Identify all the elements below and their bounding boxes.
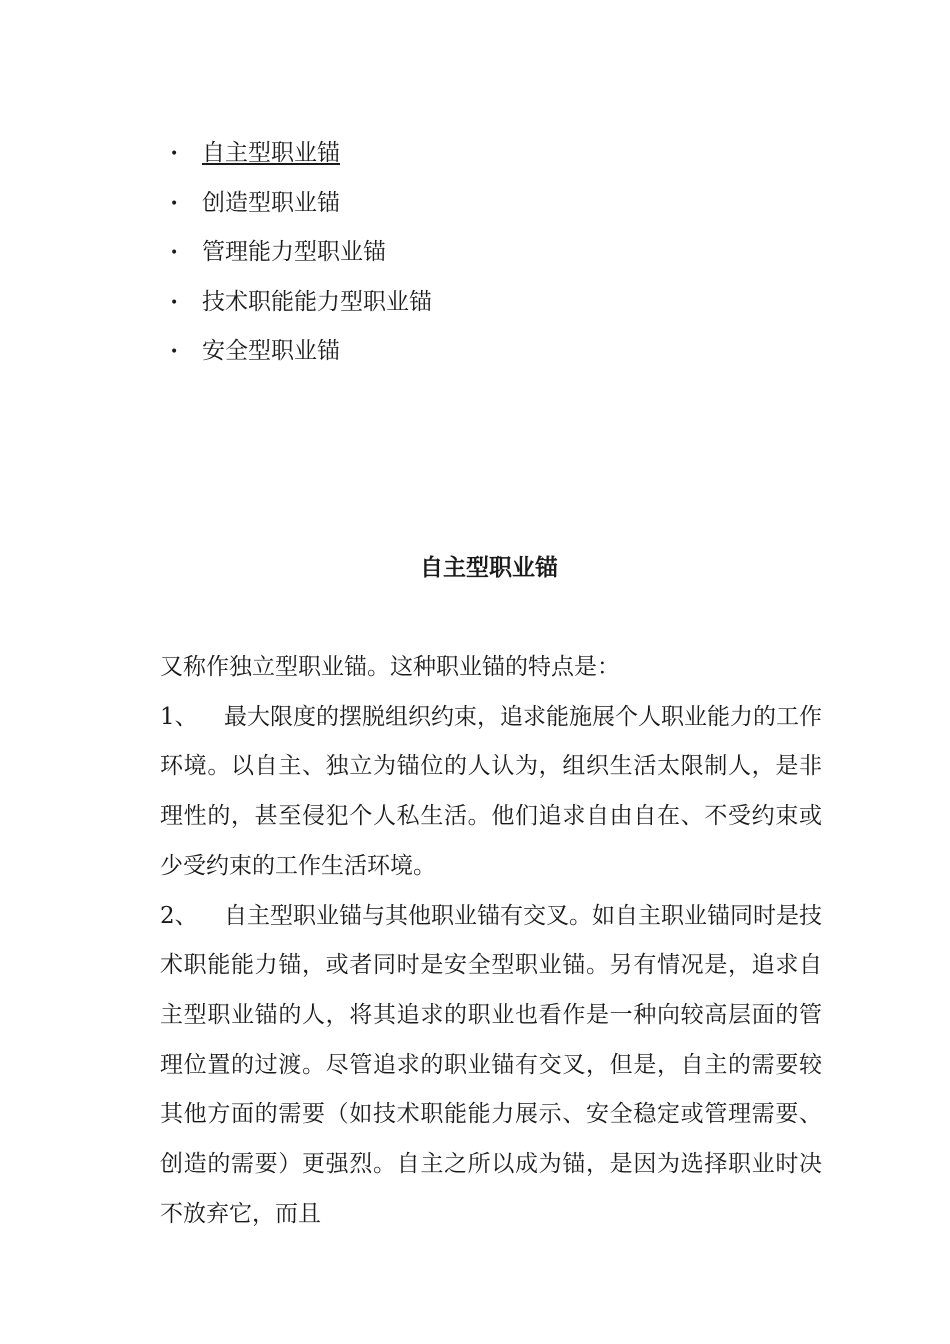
bullet-icon: • [170, 146, 179, 162]
bullet-icon: • [170, 195, 179, 212]
bullet-icon: • [170, 245, 179, 261]
bullet-icon: • [170, 294, 179, 311]
bullet-icon: • [170, 344, 179, 360]
point-text: 自主型职业锚与其他职业锚有交叉。如自主职业锚同时是技术职能能力锚，或者同时是安全型职业锚。另有情况是，追求自主型职业锚的人，将其追求的职业也看作是一种向较高层面的管理位置的过渡。尽管追求的职业锚有交叉，但是，自主的需要较其他方面的需要（如技术职能能力展示、安全稳定或管理需要、创造的需要）更强烈。自主之所以成为锚，是因为选择职业时决不放弃它，而且 [160, 902, 822, 1227]
intro-paragraph: 又称作独立型职业锚。这种职业锚的特点是： [160, 654, 620, 680]
section-body [160, 643, 822, 1239]
point-number: 2、 [160, 902, 198, 929]
table-of-contents [170, 134, 432, 382]
toc-item-autonomy[interactable] [170, 134, 432, 184]
toc-link-creativity[interactable]: 创造型职业锚 [202, 189, 340, 216]
toc-link-management[interactable]: 管理能力型职业锚 [202, 239, 386, 265]
toc-item-creativity[interactable] [170, 184, 432, 234]
point-paragraph-2 [160, 892, 822, 1240]
point-number: 1、 [160, 703, 198, 730]
toc-item-management[interactable] [170, 233, 432, 283]
toc-link-technical[interactable]: 技术职能能力型职业锚 [202, 288, 432, 315]
point-paragraph-1 [160, 693, 822, 892]
toc-item-technical[interactable] [170, 283, 432, 333]
section-title: 自主型职业锚 [420, 554, 558, 581]
toc-link-security[interactable]: 安全型职业锚 [202, 338, 340, 364]
toc-item-security[interactable] [170, 332, 432, 382]
toc-link-autonomy[interactable]: 自主型职业锚 [202, 140, 340, 166]
point-text: 最大限度的摆脱组织约束，追求能施展个人职业能力的工作环境。以自主、独立为锚位的人认为，组织生活太限制人，是非理性的，甚至侵犯个人私生活。他们追求自由自在、不受约束或少受约束的工作生活环境。 [160, 703, 822, 879]
